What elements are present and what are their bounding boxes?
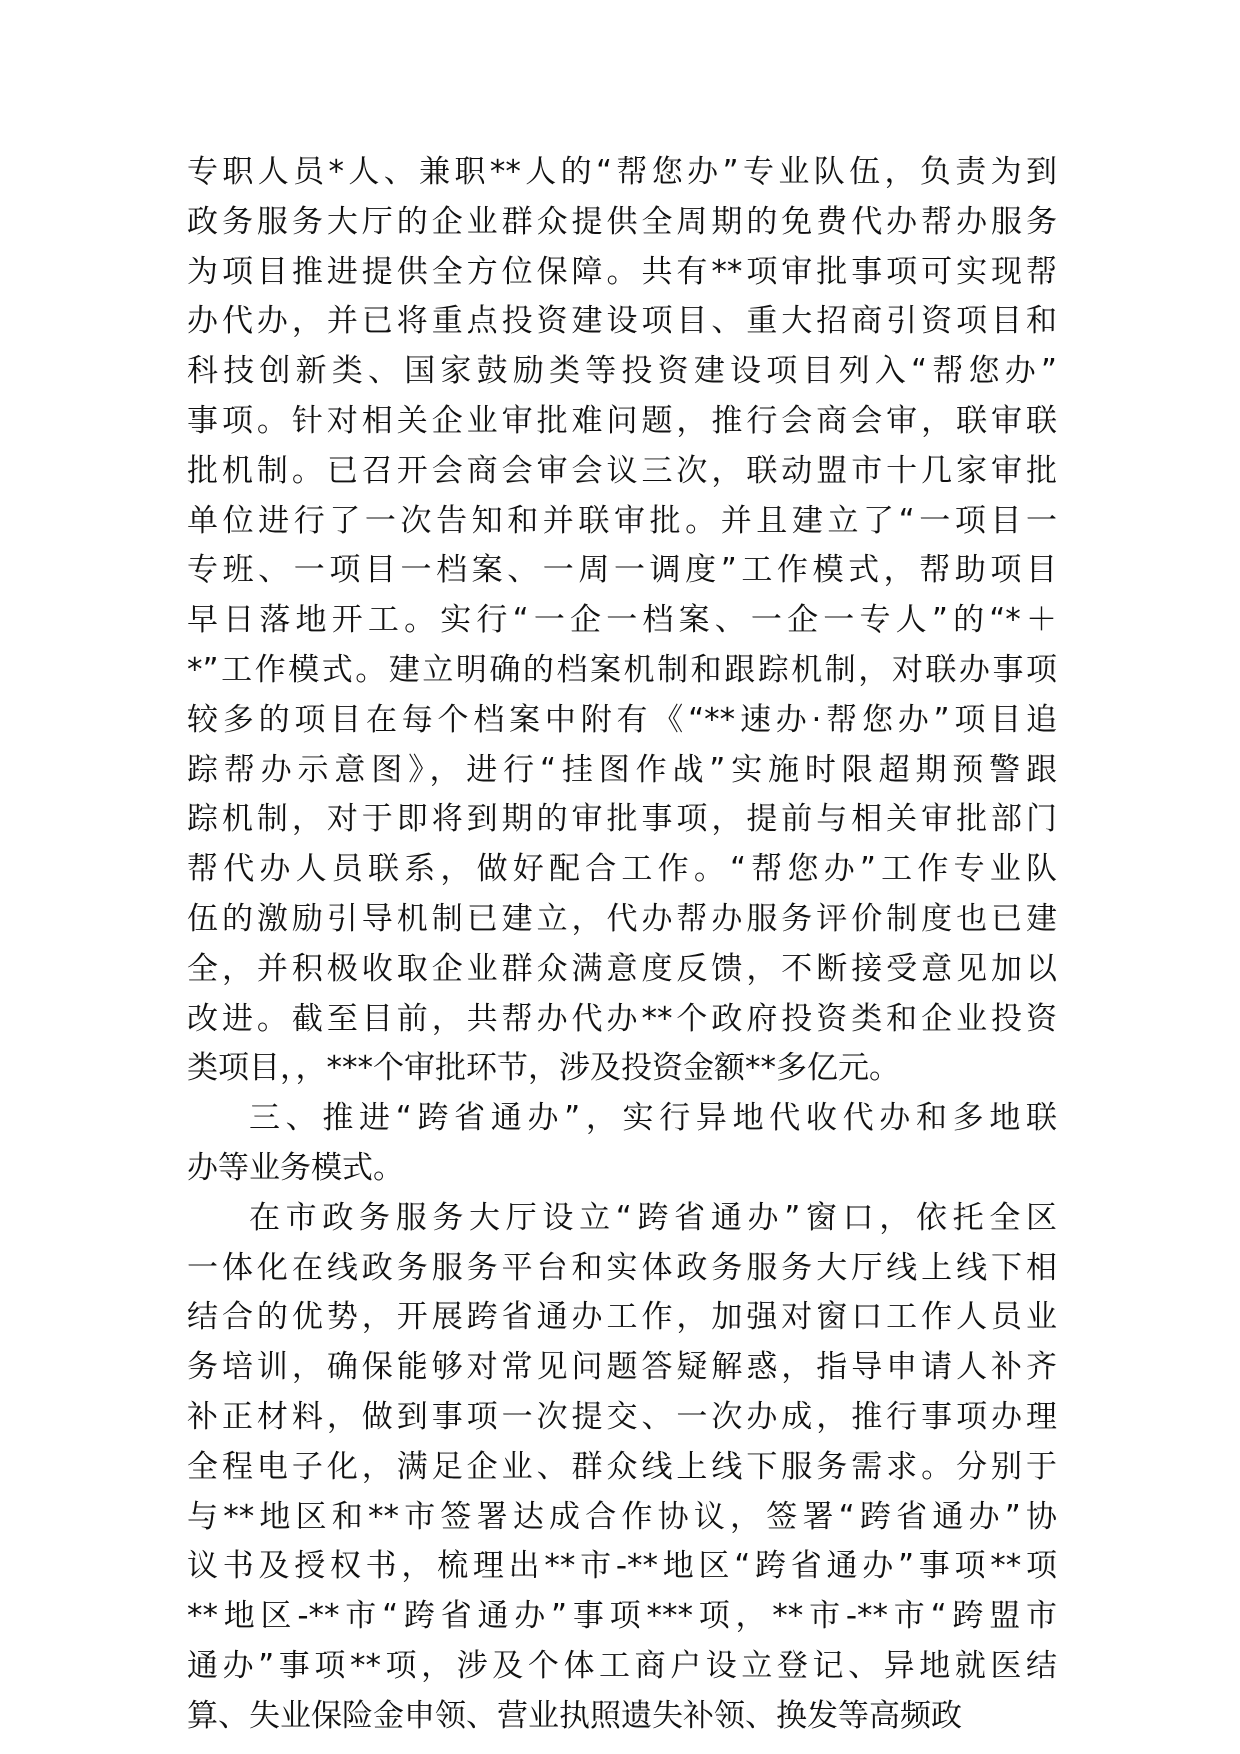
text-line: 结合的优势，开展跨省通办工作，加强对窗口工作人员业 bbox=[187, 1299, 1057, 1336]
text-line: 全，并积极收取企业群众满意度反馈，不断接受意见加以 bbox=[187, 950, 1057, 987]
text-line: 踪帮办示意图》，进行“挂图作战”实施时限超期预警跟 bbox=[187, 751, 1057, 788]
text-line: 专职人员*人、兼职**人的“帮您办”专业队伍，负责为到 bbox=[187, 154, 1057, 190]
section-heading-three bbox=[187, 1094, 1057, 1194]
text-line: 科技创新类、国家鼓励类等投资建设项目列入“帮您办” bbox=[187, 353, 1057, 390]
text-line: 通办”事项**项，涉及个体工商户设立登记、异地就医结 bbox=[187, 1647, 1057, 1684]
text-line: 议书及授权书，梳理出**市-**地区“跨省通办”事项**项 bbox=[187, 1548, 1057, 1585]
text-line: 务培训，确保能够对常见问题答疑解惑，指导申请人补齐 bbox=[187, 1349, 1057, 1386]
text-line: 事项。针对相关企业审批难问题，推行会商会审，联审联 bbox=[187, 402, 1057, 439]
text-line: 办代办，并已将重点投资建设项目、重大招商引资项目和 bbox=[187, 303, 1057, 340]
text-line: 批机制。已召开会商会审会议三次，联动盟市十几家审批 bbox=[187, 452, 1057, 489]
text-line: 三、推进“跨省通办”，实行异地代收代办和多地联 bbox=[249, 1100, 1057, 1137]
paragraph-bangninban bbox=[187, 148, 1057, 1094]
text-line: 与**地区和**市签署达成合作协议，签署“跨省通办”协 bbox=[187, 1498, 1057, 1535]
text-line: 类项目，，***个审批环节，涉及投资金额**多亿元。 bbox=[187, 1050, 900, 1087]
text-line: 伍的激励引导机制已建立，代办帮办服务评价制度也已建 bbox=[187, 900, 1057, 937]
text-line: 办等业务模式。 bbox=[187, 1149, 404, 1186]
text-line: 改进。截至目前，共帮办代办**个政府投资类和企业投资 bbox=[187, 1000, 1057, 1037]
text-line: 补正材料，做到事项一次提交、一次办成，推行事项办理 bbox=[187, 1398, 1057, 1435]
text-line: 帮代办人员联系，做好配合工作。“帮您办”工作专业队 bbox=[187, 851, 1057, 888]
text-line: 政务服务大厅的企业群众提供全周期的免费代办帮办服务 bbox=[187, 203, 1057, 240]
text-line: *”工作模式。建立明确的档案机制和跟踪机制，对联办事项 bbox=[187, 651, 1057, 688]
text-line: 踪机制，对于即将到期的审批事项，提前与相关审批部门 bbox=[187, 801, 1057, 838]
text-line: 为项目推进提供全方位保障。共有**项审批事项可实现帮 bbox=[187, 253, 1057, 290]
text-line: 算、失业保险金申领、营业执照遗失补领、换发等高频政 bbox=[187, 1697, 962, 1734]
paragraph-kuashengtongban bbox=[187, 1194, 1057, 1742]
text-line: 在市政务服务大厅设立“跨省通办”窗口，依托全区 bbox=[249, 1199, 1057, 1236]
text-line: 一体化在线政务服务平台和实体政务服务大厅线上线下相 bbox=[187, 1249, 1057, 1286]
text-line: 较多的项目在每个档案中附有《“**速办·帮您办”项目追 bbox=[187, 701, 1057, 738]
text-line: 单位进行了一次告知和并联审批。并且建立了“一项目一 bbox=[187, 502, 1057, 539]
text-line: **地区-**市“跨省通办”事项***项，**市-**市“跨盟市 bbox=[187, 1598, 1057, 1635]
text-line: 早日落地开工。实行“一企一档案、一企一专人”的“*＋ bbox=[187, 602, 1057, 639]
document-body bbox=[187, 148, 1057, 1742]
text-line: 专班、一项目一档案、一周一调度”工作模式，帮助项目 bbox=[187, 552, 1057, 589]
text-line: 全程电子化，满足企业、群众线上线下服务需求。分别于 bbox=[187, 1448, 1057, 1485]
